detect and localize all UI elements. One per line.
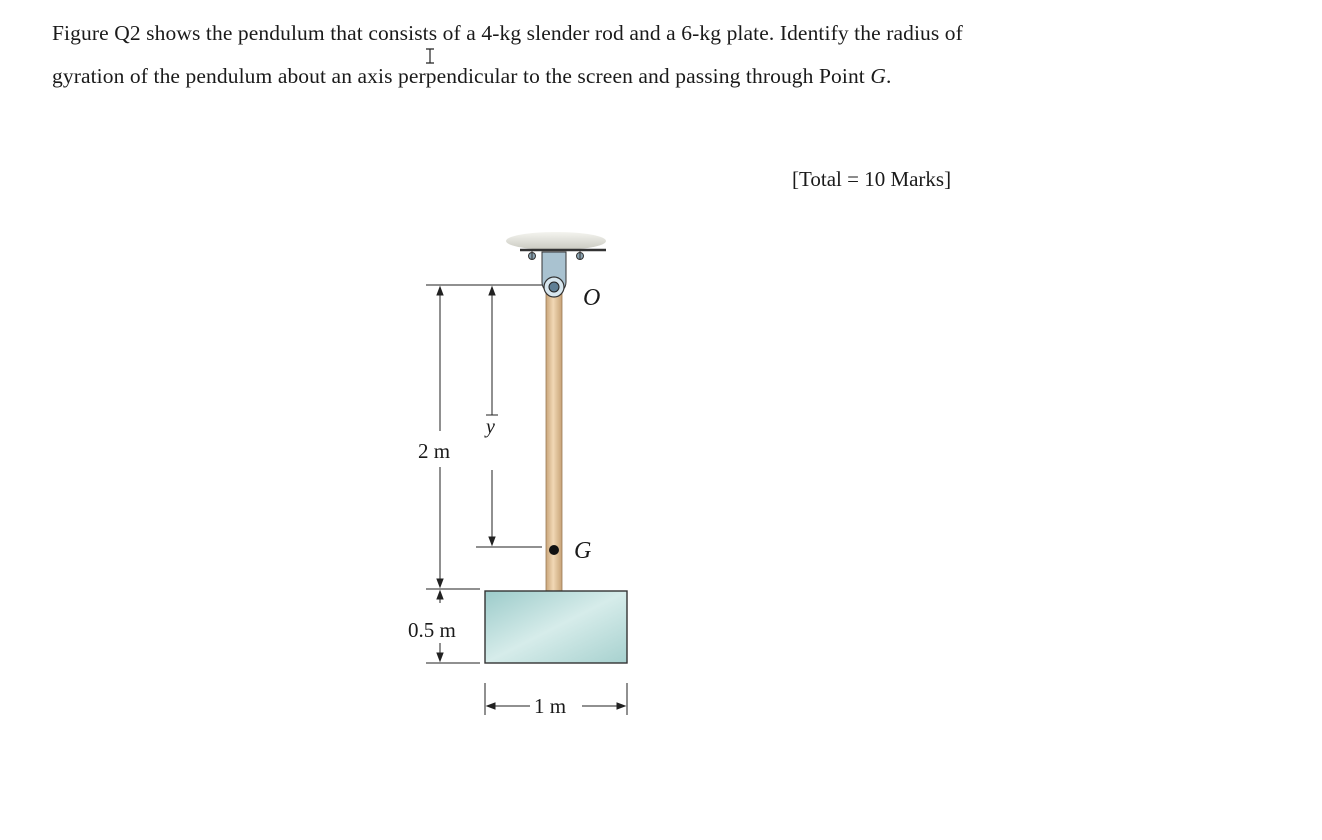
question-text: [52, 12, 992, 98]
plate-width-label: 1 m: [534, 694, 567, 718]
rod-length-label: 2 m: [418, 439, 451, 463]
question-body: Figure Q2 shows the pendulum that consists of a 4-kg slender rod and a 6-kg plate. Identify the radius of gyration of the pendulum about an axis perpendicular to the screen and passing through Point: [52, 21, 963, 88]
ybar-label: y: [486, 416, 495, 438]
pendulum-figure: [380, 225, 640, 725]
plate: [485, 591, 627, 663]
rod-length-dimension: [426, 285, 480, 589]
pivot-label: O: [583, 285, 601, 311]
text-cursor-icon: [425, 48, 435, 64]
plate-height-label: 0.5 m: [408, 618, 456, 642]
point-g-label: G: [870, 64, 886, 88]
pendulum-diagram: [380, 225, 640, 725]
pivot-pin-icon: [544, 277, 564, 297]
question-end: .: [885, 64, 892, 88]
question-paragraph: [52, 12, 992, 98]
center-of-mass-dot: [549, 545, 559, 555]
center-of-mass-label: G: [574, 538, 592, 564]
total-marks: [Total = 10 Marks]: [792, 167, 952, 191]
